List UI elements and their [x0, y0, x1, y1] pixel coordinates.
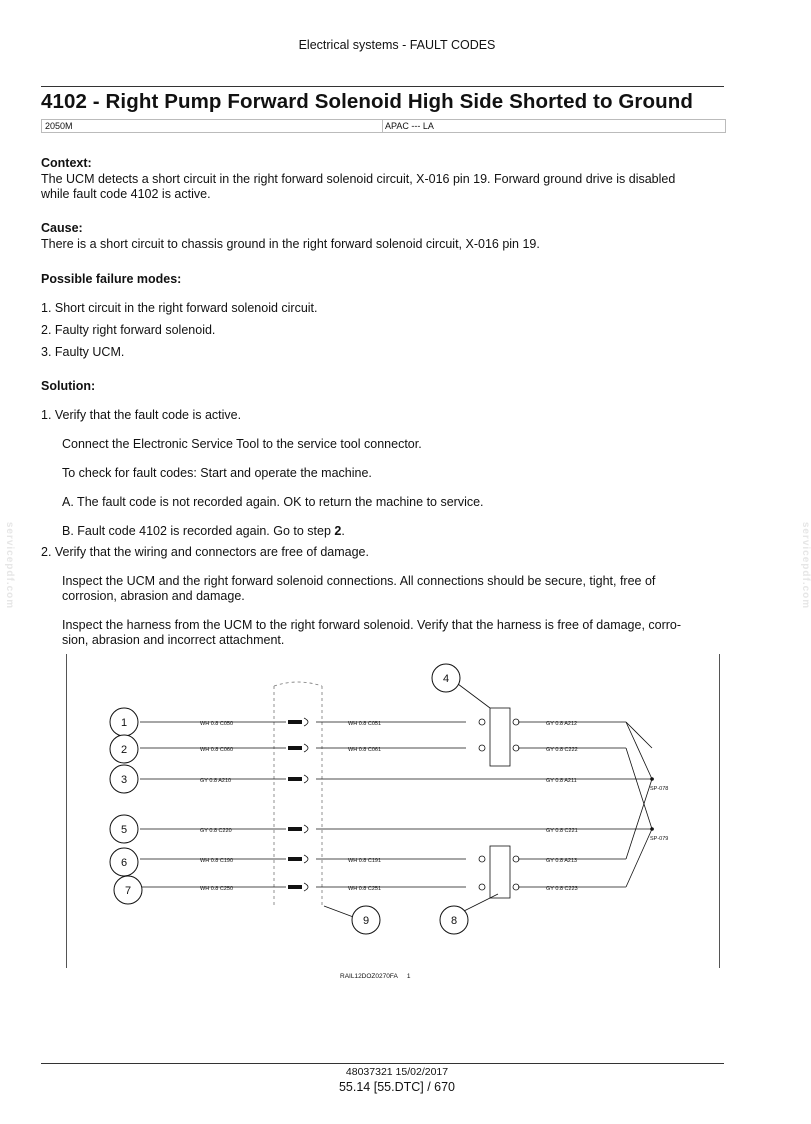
footer-rule	[41, 1063, 724, 1064]
page-title: 4102 - Right Pump Forward Solenoid High Side Shorted to Ground	[41, 90, 693, 113]
wire-label-mid-3: WH 0.8 C191	[348, 858, 382, 864]
wire-label-right-5: GY 0.8 A213	[546, 858, 578, 864]
option-b-end: .	[341, 524, 345, 538]
wiring-diagram	[66, 654, 718, 968]
callout-4: 4	[442, 673, 450, 685]
failure-item-2: 2. Faulty right forward solenoid.	[41, 323, 216, 337]
wire-label-mid-2: WH 0.8 C061	[348, 747, 382, 753]
wire-label-left-3: GY 0.8 A210	[200, 778, 232, 784]
watermark-left: servicepdf.com	[4, 521, 16, 610]
header-rule	[41, 86, 724, 87]
step-link-2[interactable]: 2	[334, 524, 342, 538]
splice-label-2: SP-079	[650, 836, 669, 842]
wire-label-right-6: GY 0.8 C223	[546, 886, 578, 892]
footer-doc-id: 48037321 15/02/2017	[345, 1066, 449, 1078]
figure-number: 1	[406, 973, 411, 980]
step-2-paragraph-2-line-1: Inspect the harness from the UCM to the right forward solenoid. Verify that the harness is free of damage, corro-	[62, 618, 682, 632]
cause-heading: Cause:	[41, 221, 83, 235]
step-1-option-b	[62, 523, 345, 539]
context-line-2: while fault code 4102 is active.	[41, 187, 211, 201]
callout-3: 3	[120, 774, 128, 786]
solution-heading: Solution:	[41, 379, 96, 393]
wire-label-left-4: GY 0.8 C220	[200, 828, 232, 834]
figure-caption	[340, 973, 410, 980]
meta-bar	[41, 119, 726, 133]
step-1-paragraph-2: To check for fault codes: Start and operate the machine.	[62, 466, 372, 480]
meta-model: 2050M	[45, 121, 73, 131]
callout-2: 2	[120, 744, 128, 756]
meta-region: APAC --- LA	[385, 121, 434, 131]
wire-label-right-4: GY 0.8 C221	[546, 828, 578, 834]
context-heading: Context:	[41, 156, 92, 170]
callout-8: 8	[450, 915, 458, 927]
watermark-right: servicepdf.com	[800, 521, 811, 610]
step-2-paragraph-1-line-1: Inspect the UCM and the right forward solenoid connections. All connections should be secure, tight, free of	[62, 574, 656, 588]
step-1-paragraph-1: Connect the Electronic Service Tool to the service tool connector.	[62, 437, 422, 451]
wire-label-left-2: WH 0.8 C060	[200, 747, 234, 753]
failure-item-1: 1. Short circuit in the right forward solenoid circuit.	[41, 301, 318, 315]
wire-label-left-6: WH 0.8 C250	[200, 886, 234, 892]
callout-1: 1	[120, 717, 128, 729]
callout-5: 5	[120, 824, 128, 836]
solution-step-2: 2. Verify that the wiring and connectors are free of damage.	[41, 545, 369, 559]
failure-item-3: 3. Faulty UCM.	[41, 345, 125, 359]
callout-7: 7	[124, 885, 132, 897]
callout-6: 6	[120, 857, 128, 869]
footer-page: 55.14 [55.DTC] / 670	[338, 1080, 456, 1094]
context-line-1: The UCM detects a short circuit in the right forward solenoid circuit, X-016 pin 19. Forward ground drive is disabled	[41, 172, 676, 186]
wire-label-left-5: WH 0.8 C190	[200, 858, 234, 864]
wire-label-right-2: GY 0.8 C222	[546, 747, 578, 753]
step-2-paragraph-2-line-2: sion, abrasion and incorrect attachment.	[62, 633, 285, 647]
page-header: Electrical systems - FAULT CODES	[298, 38, 496, 52]
failure-heading: Possible failure modes:	[41, 272, 182, 286]
meta-divider	[382, 120, 383, 132]
wire-label-left-1: WH 0.8 C050	[200, 721, 234, 727]
splice-label-1: SP-078	[650, 786, 669, 792]
option-b-text: B. Fault code 4102 is recorded again. Go to step	[62, 524, 335, 538]
wire-label-right-1: GY 0.8 A212	[546, 721, 578, 727]
solution-step-1: 1. Verify that the fault code is active.	[41, 408, 242, 422]
figure-code: RAIL12DOZ0270FA	[340, 973, 398, 980]
wire-label-mid-4: WH 0.8 C251	[348, 886, 382, 892]
wire-label-mid-1: WH 0.8 C051	[348, 721, 382, 727]
cause-text: There is a short circuit to chassis ground in the right forward solenoid circuit, X-016 pin 19.	[41, 237, 540, 251]
step-1-option-a: A. The fault code is not recorded again. OK to return the machine to service.	[62, 495, 484, 509]
step-2-paragraph-1-line-2: corrosion, abrasion and damage.	[62, 589, 245, 603]
callout-9: 9	[362, 915, 370, 927]
wire-label-right-3: GY 0.8 A211	[546, 778, 577, 784]
